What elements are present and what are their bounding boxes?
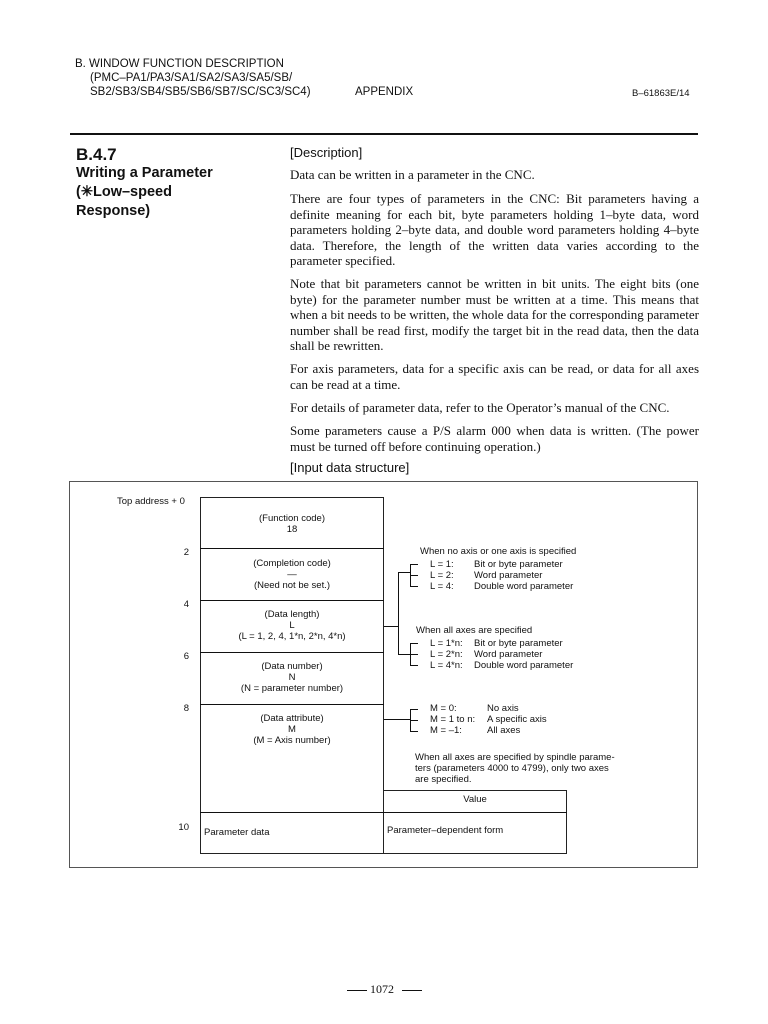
bracket-line [410,720,418,721]
cell-function-code [200,513,384,535]
value-form: Parameter–dependent form [387,825,504,836]
m-key-2: M = 1 to n: [430,714,476,725]
cell-label: (Data attribute) [260,713,324,724]
address-6: 6 [183,651,189,662]
paragraph-6: Some parameters cause a P/S alarm 000 when data is written. (The power must be turned off before continuing operation.) [290,423,699,454]
address-top: Top address + 0 [117,496,185,507]
no-axis-key-3: L = 4: [430,581,454,592]
address-2: 2 [183,547,189,558]
paragraph-2: There are four types of parameters in the CNC: Bit parameters having a definite meaning for each bit, byte parameters holding 1–byte data, word parameters holding 2–byte data, and double word parameters holding 4–byte data. Therefore, the length of the written data varies according to the parameter specified. [290,191,699,268]
all-axes-heading: When all axes are specified [416,625,533,636]
all-axes-key-2: L = 2*n: [430,649,463,660]
m-key-1: M = 0: [430,703,457,714]
section-number: B.4.7 [76,145,117,164]
no-axis-heading: When no axis or one axis is specified [420,546,577,557]
input-structure-heading: [Input data structure] [290,460,410,475]
connector-line [398,572,399,654]
row-divider [200,812,384,813]
bracket-line [410,731,418,732]
header-models-1: (PMC–PA1/PA3/SA1/SA2/SA3/SA5/SB/ [90,72,293,84]
address-4: 4 [183,599,189,610]
row-divider [200,652,384,653]
all-axes-val-2: Word parameter [474,649,543,660]
spindle-note [415,752,615,785]
cell-value: — [287,569,297,580]
description-heading: [Description] [290,145,363,160]
m-val-3: All axes [487,725,521,736]
no-axis-val-3: Double word parameter [474,581,574,592]
section-title-line-3: Response) [76,203,151,219]
row-divider [200,704,384,705]
paragraph-5: For details of parameter data, refer to the Operator’s manual of the CNC. [290,400,670,415]
cell-value: 18 [286,524,298,535]
m-val-2: A specific axis [487,714,547,725]
footer-dash-right [402,990,422,991]
cell-label: (Data number) [261,661,323,672]
row-divider [200,600,384,601]
cell-value: L [289,620,295,631]
section-title-line-2: (✳Low–speed [76,184,172,200]
connector-line [398,654,410,655]
input-data-diagram [69,481,698,868]
m-key-3: M = –1: [430,725,462,736]
m-val-1: No axis [487,703,519,714]
bracket-line [410,575,418,576]
header-chapter: B. WINDOW FUNCTION DESCRIPTION [75,58,284,70]
cell-label: (Function code) [258,513,325,524]
cell-value: M [288,724,296,735]
no-axis-key-2: L = 2: [430,570,454,581]
connector-line [384,626,398,627]
all-axes-val-1: Bit or byte parameter [474,638,563,649]
spindle-note-line: When all axes are specified by spindle parame- [415,752,615,763]
bracket-line [410,665,418,666]
cell-note: (L = 1, 2, 4, 1*n, 2*n, 4*n) [238,631,346,642]
paragraph-4: For axis parameters, data for a specific axis can be read, or data for all axes can be read at a time. [290,361,699,392]
section-title [76,164,213,221]
cell-note: (N = parameter number) [240,683,344,694]
page-number: 1072 [370,982,394,996]
row-divider [200,548,384,549]
paragraph-3: Note that bit parameters cannot be written in bit units. The eight bits (one byte) for the parameter number must be written at a time. This means that when a bit needs to be written, the whole data for the corresponding parameter number shall be read first, modify the target bit in the read data, then the data shall be rewritten. [290,276,699,353]
bracket-line [410,643,418,644]
bracket-line [410,564,418,565]
cell-note: (Need not be set.) [253,580,331,591]
value-header: Value [463,794,487,805]
cell-completion-code [200,558,384,591]
header-rule [70,133,698,135]
address-10: 10 [178,822,189,833]
all-axes-key-1: L = 1*n: [430,638,463,649]
all-axes-key-3: L = 4*n: [430,660,463,671]
no-axis-key-1: L = 1: [430,559,454,570]
no-axis-val-2: Word parameter [474,570,543,581]
header-models-2: SB2/SB3/SB4/SB5/SB6/SB7/SC/SC3/SC4) [90,86,311,98]
cell-parameter-data: Parameter data [204,827,270,838]
cell-data-length [200,609,384,642]
cell-label: (Data length) [264,609,320,620]
connector-line [398,572,410,573]
all-axes-val-3: Double word parameter [474,660,574,671]
bracket-line [410,586,418,587]
paragraph-1: Data can be written in a parameter in the CNC. [290,167,535,182]
spindle-note-line: ters (parameters 4000 to 4799), only two axes [415,763,609,774]
header-appendix: APPENDIX [355,86,414,98]
section-title-line-1: Writing a Parameter [76,165,213,181]
cell-data-attribute [200,713,384,746]
no-axis-val-1: Bit or byte parameter [474,559,563,570]
value-divider [383,812,567,813]
cell-label: (Completion code) [253,558,331,569]
address-8: 8 [183,703,189,714]
header-doc-number: B–61863E/14 [632,88,690,99]
connector-line [384,719,410,720]
bracket-line [410,654,418,655]
cell-value: N [288,672,296,683]
spindle-note-line: are specified. [415,774,472,785]
cell-data-number [200,661,384,694]
bracket-line [410,709,418,710]
cell-note: (M = Axis number) [253,735,331,746]
footer-dash-left [347,990,367,991]
